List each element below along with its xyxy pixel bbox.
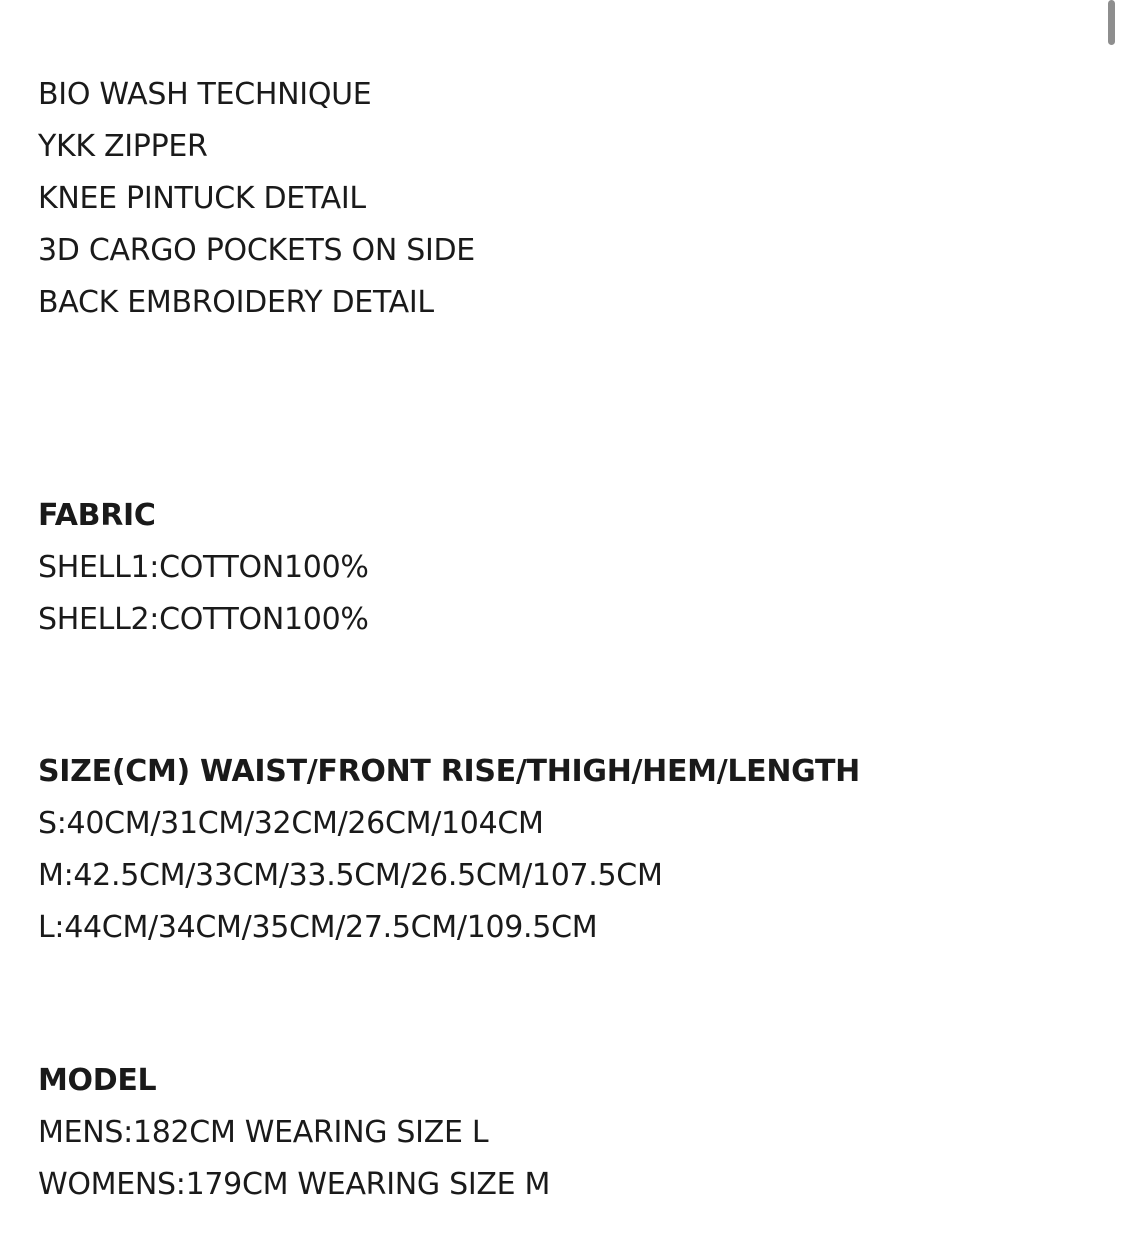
model-line-womens: WOMENS:179CM WEARING SIZE M [38, 1167, 551, 1202]
feature-item: BIO WASH TECHNIQUE [38, 77, 372, 112]
feature-item: 3D CARGO POCKETS ON SIDE [38, 233, 475, 268]
scrollbar-thumb[interactable] [1108, 0, 1115, 45]
model-section [38, 1055, 1078, 1211]
size-heading: SIZE(CM) WAIST/FRONT RISE/THIGH/HEM/LENGTH [38, 754, 860, 789]
size-row-l: L:44CM/34CM/35CM/27.5CM/109.5CM [38, 910, 598, 945]
size-section [38, 746, 1078, 954]
product-description [38, 69, 1078, 1211]
feature-item: YKK ZIPPER [38, 129, 208, 164]
feature-item: BACK EMBROIDERY DETAIL [38, 285, 434, 320]
model-heading: MODEL [38, 1063, 157, 1098]
fabric-heading: FABRIC [38, 498, 156, 533]
feature-item: KNEE PINTUCK DETAIL [38, 181, 366, 216]
model-line-mens: MENS:182CM WEARING SIZE L [38, 1115, 489, 1150]
fabric-line: SHELL2:COTTON100% [38, 602, 369, 637]
size-row-s: S:40CM/31CM/32CM/26CM/104CM [38, 806, 544, 841]
size-row-m: M:42.5CM/33CM/33.5CM/26.5CM/107.5CM [38, 858, 663, 893]
features-section [38, 69, 1078, 329]
fabric-line: SHELL1:COTTON100% [38, 550, 369, 585]
fabric-section [38, 490, 1078, 646]
